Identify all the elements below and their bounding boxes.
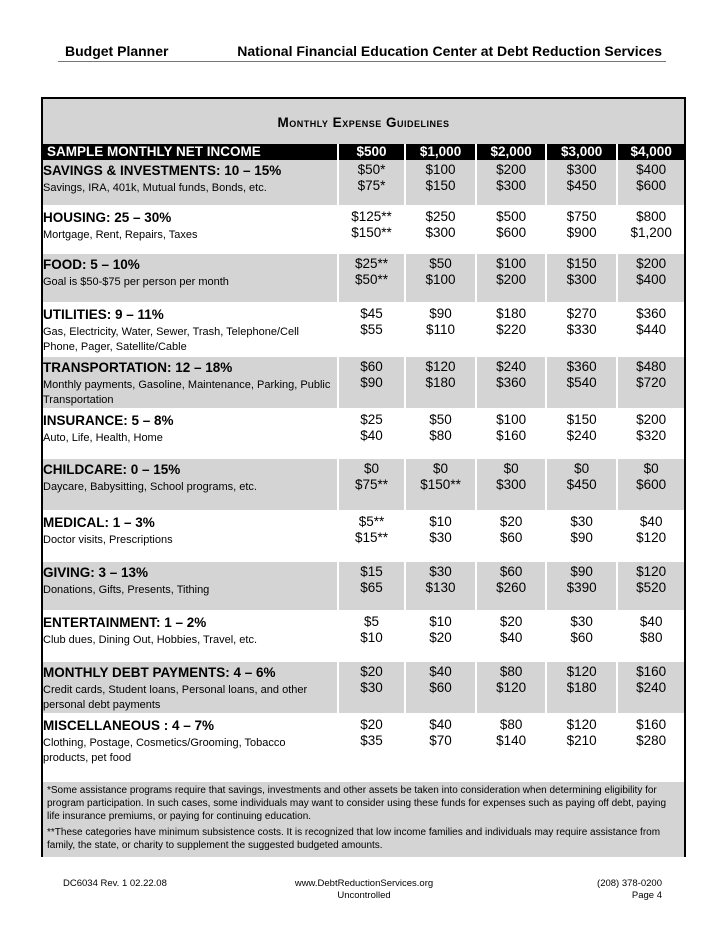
amount-cell — [477, 254, 547, 304]
high-amount: $450 — [566, 477, 597, 492]
low-amount: $15 — [360, 564, 383, 579]
amount-cell — [406, 562, 478, 612]
footnotes — [43, 782, 684, 857]
category-cell — [43, 715, 339, 768]
low-amount: $90 — [429, 306, 452, 321]
amount-cell — [477, 612, 547, 662]
expense-category-row — [43, 304, 684, 357]
high-amount: $40 — [499, 630, 523, 645]
amount-cell — [339, 410, 406, 459]
high-amount: $160 — [496, 428, 527, 443]
footer-status: Uncontrolled — [337, 890, 391, 901]
amount-cell — [618, 357, 684, 410]
amount-cell — [618, 160, 684, 207]
high-amount: $600 — [496, 225, 527, 240]
low-amount: $40 — [429, 664, 452, 679]
high-amount: $400 — [636, 272, 667, 287]
amount-cell — [406, 512, 478, 562]
high-amount: $260 — [496, 580, 527, 595]
amount-cell — [618, 662, 684, 715]
category-name: FOOD: 5 – 10% — [43, 257, 140, 272]
amount-cell — [406, 612, 478, 662]
low-amount: $360 — [566, 359, 597, 374]
amount-cell — [618, 459, 684, 512]
low-amount: $750 — [566, 209, 597, 224]
category-name: INSURANCE: 5 – 8% — [43, 413, 174, 428]
expense-category-row — [43, 410, 684, 459]
header-divider — [58, 61, 666, 62]
low-amount: $120 — [425, 359, 456, 374]
high-amount: $300 — [496, 178, 527, 193]
high-amount: $240 — [566, 428, 597, 443]
low-amount: $30 — [429, 564, 452, 579]
amount-cell — [547, 459, 619, 512]
high-amount: $90 — [570, 530, 593, 545]
category-cell — [43, 662, 339, 715]
table-title: Monthly Expense Guidelines — [277, 115, 450, 130]
expense-category-row — [43, 512, 684, 562]
category-cell — [43, 612, 339, 662]
header-organization: National Financial Education Center at Debt Reduction Services — [237, 43, 662, 59]
high-amount: $30 — [360, 680, 383, 695]
amount-cell — [477, 304, 547, 357]
low-amount: $80 — [499, 717, 523, 732]
category-cell — [43, 304, 339, 357]
amount-cell — [547, 612, 619, 662]
high-amount: $75** — [354, 477, 389, 492]
amount-cell — [339, 254, 406, 304]
high-amount: $520 — [636, 580, 667, 595]
low-amount: $500 — [496, 209, 527, 224]
high-amount: $180 — [425, 375, 456, 390]
high-amount: $300 — [566, 272, 597, 287]
low-amount: $0 — [363, 461, 380, 476]
low-amount: $160 — [636, 717, 667, 732]
high-amount: $150** — [351, 225, 392, 240]
low-amount: $5 — [363, 614, 380, 629]
low-amount: $40 — [639, 514, 663, 529]
category-description: Monthly payments, Gasoline, Maintenance, Parking, Public Transportation — [43, 379, 331, 406]
amount-cell — [477, 662, 547, 715]
category-description: Club dues, Dining Out, Hobbies, Travel, etc. — [43, 634, 257, 646]
category-name: SAVINGS & INVESTMENTS: 10 – 15% — [43, 163, 282, 178]
category-name: MONTHLY DEBT PAYMENTS: 4 – 6% — [43, 665, 276, 680]
low-amount: $0 — [433, 461, 449, 476]
expense-category-row — [43, 612, 684, 662]
high-amount: $450 — [566, 178, 597, 193]
amount-cell — [547, 254, 619, 304]
low-amount: $0 — [643, 461, 659, 476]
table-title-bar — [43, 99, 684, 145]
high-amount: $75* — [357, 178, 386, 193]
low-amount: $180 — [496, 306, 527, 321]
income-label: SAMPLE MONTHLY NET INCOME — [43, 144, 339, 160]
high-amount: $320 — [636, 428, 667, 443]
high-amount: $30 — [429, 530, 452, 545]
low-amount: $10 — [429, 514, 452, 529]
amount-cell — [547, 662, 619, 715]
amount-cell — [339, 207, 406, 254]
low-amount: $60 — [360, 359, 383, 374]
income-value: $1,000 — [406, 144, 478, 160]
amount-cell — [477, 512, 547, 562]
high-amount: $10 — [360, 630, 383, 645]
amount-cell — [618, 254, 684, 304]
low-amount: $150 — [566, 412, 597, 427]
amount-cell — [406, 662, 478, 715]
high-amount: $80 — [639, 630, 663, 645]
amount-cell — [406, 254, 478, 304]
guidelines-table-frame — [41, 97, 686, 857]
low-amount: $20 — [499, 514, 523, 529]
amount-cell — [406, 160, 478, 207]
amount-cell — [618, 612, 684, 662]
low-amount: $250 — [425, 209, 456, 224]
amount-cell — [547, 207, 619, 254]
low-amount: $480 — [636, 359, 667, 374]
low-amount: $125** — [351, 209, 392, 224]
expense-category-row — [43, 357, 684, 410]
category-description: Donations, Gifts, Presents, Tithing — [43, 584, 210, 596]
amount-cell — [477, 357, 547, 410]
amount-cell — [339, 612, 406, 662]
amount-cell — [618, 562, 684, 612]
footnote-single-asterisk: *Some assistance programs require that savings, investments and other assets be taken into consideration when determining eligibility for program participation. In such cases, some individuals may want to consider using these funds for expenses such as paying off debt, paying life insurance premiums, or paying for continuing education. — [47, 785, 667, 822]
category-name: ENTERTAINMENT: 1 – 2% — [43, 615, 207, 630]
category-cell — [43, 207, 339, 254]
high-amount: $210 — [566, 733, 597, 748]
high-amount: $720 — [636, 375, 667, 390]
low-amount: $30 — [570, 514, 593, 529]
amount-cell — [406, 207, 478, 254]
amount-cell — [406, 459, 478, 512]
category-cell — [43, 512, 339, 562]
expense-category-row — [43, 562, 684, 612]
footer-doc-code: DC6034 Rev. 1 02.22.08 — [63, 878, 167, 889]
low-amount: $120 — [566, 664, 597, 679]
amount-cell — [547, 304, 619, 357]
low-amount: $25** — [354, 256, 389, 271]
amount-cell — [477, 459, 547, 512]
high-amount: $150 — [425, 178, 456, 193]
amount-cell — [618, 715, 684, 768]
high-amount: $300 — [425, 225, 456, 240]
amount-cell — [339, 160, 406, 207]
amount-cell — [547, 715, 619, 768]
amount-cell — [339, 459, 406, 512]
high-amount: $15** — [354, 530, 389, 545]
category-name: TRANSPORTATION: 12 – 18% — [43, 360, 233, 375]
low-amount: $60 — [499, 564, 523, 579]
high-amount: $70 — [429, 733, 452, 748]
low-amount: $100 — [496, 412, 527, 427]
category-cell — [43, 254, 339, 304]
low-amount: $0 — [574, 461, 590, 476]
low-amount: $0 — [503, 461, 519, 476]
high-amount: $180 — [566, 680, 597, 695]
high-amount: $280 — [636, 733, 667, 748]
amount-cell — [477, 562, 547, 612]
low-amount: $40 — [639, 614, 663, 629]
income-value: $4,000 — [618, 144, 684, 160]
page-header — [0, 0, 728, 70]
low-amount: $200 — [636, 256, 667, 271]
low-amount: $50 — [429, 256, 452, 271]
header-doc-title: Budget Planner — [65, 43, 169, 59]
category-name: MEDICAL: 1 – 3% — [43, 515, 155, 530]
high-amount: $140 — [496, 733, 527, 748]
category-cell — [43, 357, 339, 410]
category-name: MISCELLANEOUS : 4 – 7% — [43, 718, 215, 733]
category-description: Savings, IRA, 401k, Mutual funds, Bonds, etc. — [43, 182, 267, 194]
low-amount: $80 — [499, 664, 523, 679]
high-amount: $60 — [429, 680, 452, 695]
low-amount: $10 — [429, 614, 452, 629]
category-cell — [43, 160, 339, 207]
category-name: UTILITIES: 9 – 11% — [43, 307, 164, 322]
amount-cell — [339, 562, 406, 612]
low-amount: $360 — [636, 306, 667, 321]
category-cell — [43, 410, 339, 459]
high-amount: $20 — [429, 630, 452, 645]
high-amount: $540 — [566, 375, 597, 390]
low-amount: $100 — [496, 256, 527, 271]
category-description: Doctor visits, Prescriptions — [43, 534, 173, 546]
low-amount: $400 — [636, 162, 667, 177]
category-description: Daycare, Babysitting, School programs, etc. — [43, 481, 257, 493]
low-amount: $270 — [566, 306, 597, 321]
category-description: Auto, Life, Health, Home — [43, 432, 163, 444]
amount-cell — [339, 512, 406, 562]
category-name: HOUSING: 25 – 30% — [43, 210, 172, 225]
amount-cell — [477, 410, 547, 459]
high-amount: $200 — [496, 272, 527, 287]
income-value: $3,000 — [547, 144, 619, 160]
footer-right — [597, 878, 662, 902]
high-amount: $110 — [426, 322, 456, 337]
footnote-double-asterisk: **These categories have minimum subsistence costs. It is recognized that low income families and individuals may require assistance from family, the state, or charity to supplement the suggested budgeted amounts. — [47, 827, 661, 851]
footer-phone: (208) 378-0200 — [597, 878, 662, 889]
expense-category-row — [43, 662, 684, 715]
high-amount: $40 — [360, 428, 383, 443]
low-amount: $50 — [429, 412, 452, 427]
amount-cell — [618, 207, 684, 254]
category-description: Mortgage, Rent, Repairs, Taxes — [43, 229, 198, 241]
low-amount: $800 — [636, 209, 667, 224]
low-amount: $120 — [636, 564, 667, 579]
low-amount: $200 — [636, 412, 667, 427]
category-description: Credit cards, Student loans, Personal loans, and other personal debt payments — [43, 684, 308, 711]
amount-cell — [547, 512, 619, 562]
low-amount: $240 — [496, 359, 527, 374]
low-amount: $300 — [566, 162, 597, 177]
expense-guidelines-table — [43, 144, 684, 768]
income-value: $2,000 — [477, 144, 547, 160]
high-amount: $150** — [420, 477, 461, 492]
high-amount: $600 — [636, 178, 667, 193]
amount-cell — [547, 357, 619, 410]
category-name: GIVING: 3 – 13% — [43, 565, 149, 580]
category-description: Goal is $50-$75 per person per month — [43, 276, 229, 288]
expense-category-row — [43, 160, 684, 207]
category-cell — [43, 459, 339, 512]
high-amount: $600 — [636, 477, 667, 492]
amount-cell — [477, 160, 547, 207]
amount-cell — [406, 357, 478, 410]
low-amount: $200 — [496, 162, 527, 177]
low-amount: $50* — [357, 162, 386, 177]
high-amount: $100 — [425, 272, 456, 287]
high-amount: $120 — [636, 530, 667, 545]
high-amount: $440 — [636, 322, 667, 337]
high-amount: $300 — [496, 477, 527, 492]
high-amount: $120 — [496, 680, 527, 695]
footer-url: www.DebtReductionServices.org — [294, 878, 434, 889]
high-amount: $390 — [566, 580, 597, 595]
amount-cell — [618, 304, 684, 357]
low-amount: $30 — [570, 614, 593, 629]
high-amount: $35 — [360, 733, 383, 748]
category-cell — [43, 562, 339, 612]
high-amount: $90 — [360, 375, 383, 390]
high-amount: $60 — [499, 530, 523, 545]
amount-cell — [339, 715, 406, 768]
low-amount: $25 — [360, 412, 383, 427]
high-amount: $330 — [566, 322, 597, 337]
amount-cell — [406, 304, 478, 357]
low-amount: $120 — [566, 717, 597, 732]
amount-cell — [406, 410, 478, 459]
high-amount: $65 — [360, 580, 383, 595]
high-amount: $80 — [429, 428, 452, 443]
low-amount: $150 — [566, 256, 597, 271]
low-amount: $90 — [570, 564, 593, 579]
income-header-row — [43, 144, 684, 160]
high-amount: $50** — [354, 272, 389, 287]
amount-cell — [406, 715, 478, 768]
category-description: Gas, Electricity, Water, Sewer, Trash, Telephone/Cell Phone, Pager, Satellite/Cable — [43, 326, 299, 353]
high-amount: $130 — [425, 580, 456, 595]
low-amount: $45 — [360, 306, 383, 321]
amount-cell — [618, 512, 684, 562]
expense-category-row — [43, 459, 684, 512]
high-amount: $240 — [636, 680, 667, 695]
low-amount: $160 — [636, 664, 667, 679]
category-name: CHILDCARE: 0 – 15% — [43, 462, 181, 477]
category-description: Clothing, Postage, Cosmetics/Grooming, Tobacco products, pet food — [43, 737, 286, 764]
amount-cell — [477, 207, 547, 254]
low-amount: $20 — [360, 664, 383, 679]
low-amount: $5** — [358, 514, 385, 529]
amount-cell — [339, 357, 406, 410]
amount-cell — [547, 160, 619, 207]
high-amount: $60 — [570, 630, 593, 645]
high-amount: $900 — [566, 225, 597, 240]
high-amount: $1,200 — [630, 225, 672, 240]
amount-cell — [477, 715, 547, 768]
income-value: $500 — [339, 144, 406, 160]
low-amount: $100 — [425, 162, 456, 177]
low-amount: $40 — [429, 717, 452, 732]
amount-cell — [339, 304, 406, 357]
amount-cell — [547, 410, 619, 459]
high-amount: $55 — [360, 322, 383, 337]
low-amount: $20 — [360, 717, 383, 732]
expense-category-row — [43, 715, 684, 768]
footer-page-number: Page 4 — [631, 890, 662, 901]
low-amount: $20 — [499, 614, 523, 629]
amount-cell — [618, 410, 684, 459]
high-amount: $360 — [496, 375, 527, 390]
expense-category-row — [43, 254, 684, 304]
expense-category-row — [43, 207, 684, 254]
high-amount: $220 — [496, 322, 527, 337]
amount-cell — [547, 562, 619, 612]
amount-cell — [339, 662, 406, 715]
